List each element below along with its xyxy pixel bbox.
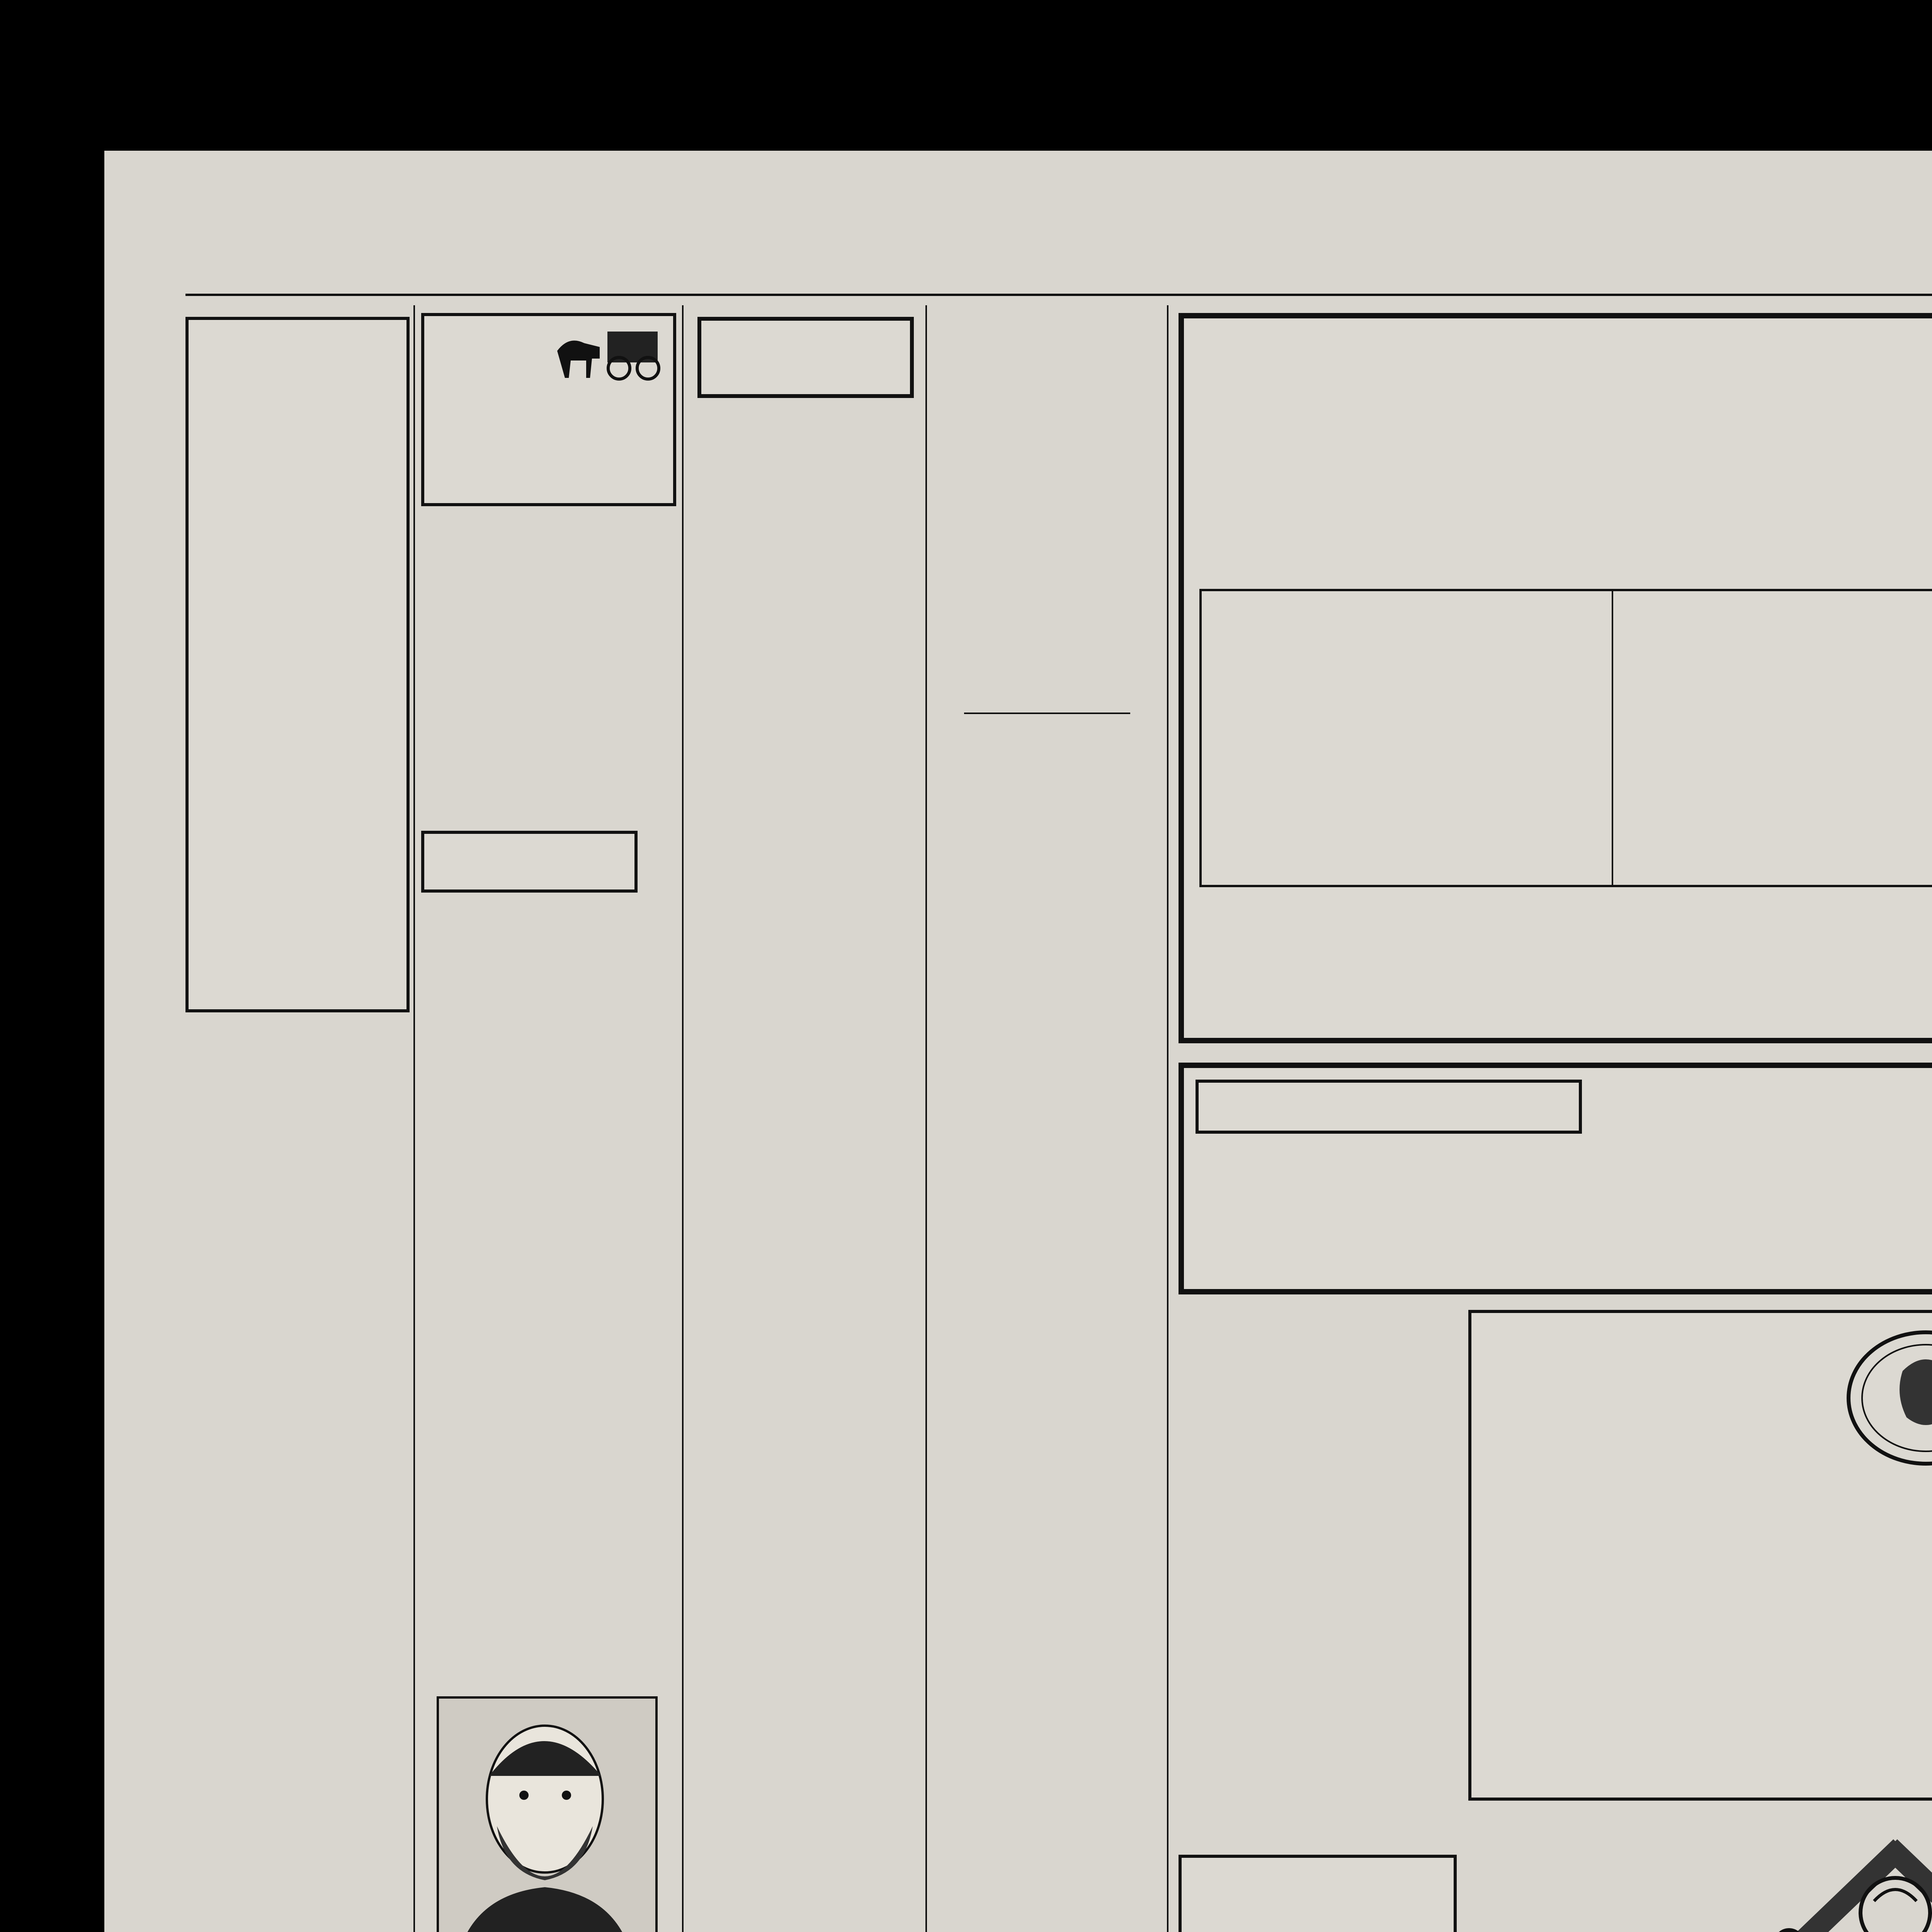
auction-ad bbox=[1468, 1816, 1739, 1932]
column-1 bbox=[185, 305, 410, 1932]
coal-ad bbox=[421, 313, 676, 506]
colloquy bbox=[933, 719, 1163, 723]
column-rule bbox=[925, 305, 927, 1932]
executrix-notice bbox=[185, 1607, 410, 1613]
meynell-ad bbox=[1468, 1310, 1932, 1801]
column-4 bbox=[933, 305, 1163, 1932]
wedding-ad bbox=[1747, 1816, 1932, 1932]
horse-title-box bbox=[1196, 1080, 1582, 1134]
local-briefs-heading bbox=[421, 831, 638, 893]
local-briefs-list bbox=[421, 908, 676, 1677]
grand-opera-ad-1 bbox=[1179, 1855, 1457, 1932]
column-rule bbox=[1167, 305, 1168, 1932]
horse-cart-illustration bbox=[549, 324, 665, 382]
letter-box-heading bbox=[697, 317, 914, 398]
piles-portrait bbox=[437, 1696, 658, 1932]
newspaper-page bbox=[104, 151, 1932, 1932]
horse-overcoats-ad bbox=[1179, 1063, 1932, 1294]
probabilities bbox=[421, 514, 676, 518]
column-2 bbox=[421, 305, 676, 1932]
column-3 bbox=[690, 305, 922, 1932]
column-rule bbox=[682, 305, 684, 1932]
money-body bbox=[1478, 1325, 1825, 1471]
cowan-letter bbox=[690, 1182, 922, 1932]
gin-article bbox=[933, 1731, 1163, 1932]
gordon-ad bbox=[1179, 313, 1932, 1043]
divider bbox=[964, 713, 1130, 714]
coin-icon bbox=[1825, 1325, 1932, 1471]
syringes-ad bbox=[185, 1028, 410, 1043]
column-rule bbox=[413, 305, 415, 1932]
gordon-right-list bbox=[1613, 591, 1932, 885]
tea-ad bbox=[185, 317, 410, 1012]
gordon-specials bbox=[1199, 589, 1932, 887]
header-rule bbox=[185, 294, 1932, 296]
gordon-footer bbox=[1199, 898, 1932, 1014]
right-area bbox=[1179, 305, 1932, 1932]
tilbury-column bbox=[1179, 1310, 1457, 1316]
page-header bbox=[104, 259, 1932, 286]
wedding-illustration bbox=[1747, 1816, 1932, 1932]
gordon-left-list bbox=[1202, 591, 1613, 885]
